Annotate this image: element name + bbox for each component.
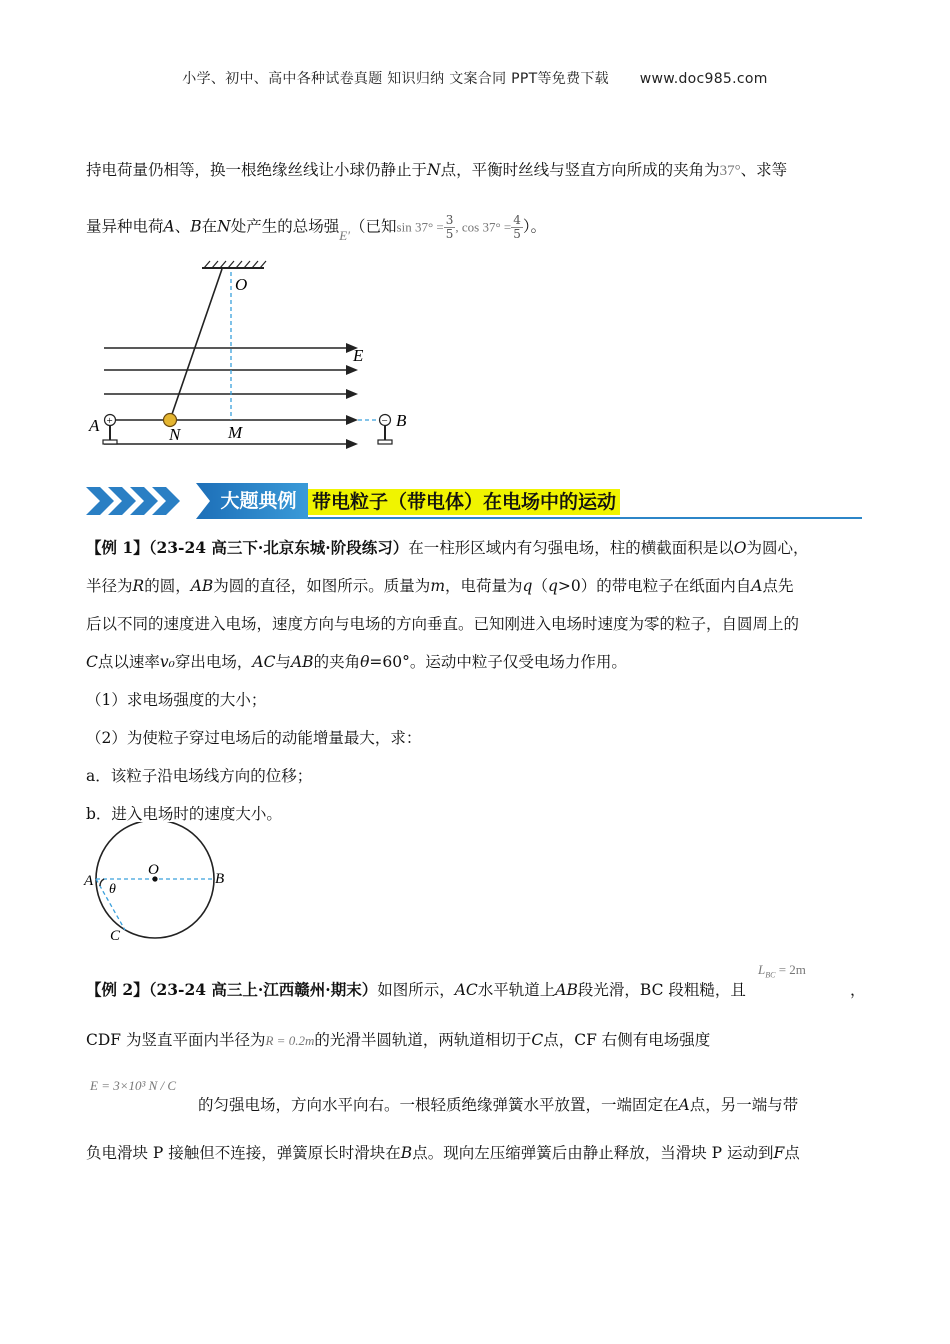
ex2-line-4: 负电滑块 P 接触但不连接，弹簧原长时滑块在B点。现向左压缩弹簧后由静止释放，当滑块 P 运动到F点 [86,1144,800,1162]
formula-E: E = 3×10³ N / C [90,1078,177,1093]
ex1-question-2b: b．进入电场时的速度大小。 [86,805,282,823]
label-A: A [89,416,100,435]
label-C2: C [110,928,121,944]
formula-LBC: $L_{BC} = 2m$ [758,962,806,980]
ex2-line-1-end: ， [850,981,866,999]
figure-circle [80,822,240,946]
label-N: N [169,425,181,444]
label-A2: A [84,873,94,889]
ex1-line-4: C点以速率v₀穿出电场，AC与AB的夹角θ=60°。运动中粒子仅受电场力作用。 [86,653,627,671]
banner-topic: 带电粒子（带电体）在电场中的运动 [308,489,620,515]
frac-3-5: $\frac{3}{5}$ [445,213,454,241]
label-O: O [235,275,248,294]
ex2-line-3: 的匀强电场，方向水平向右。一根轻质绝缘弹簧水平放置，一端固定在A点，另一端与带 [198,1096,799,1114]
page-header [0,68,950,88]
ex2-line-2: CDF 为竖直平面内半径为R = 0.2m的光滑半圆轨道，两轨道相切于C点，CF 右侧有电场强度 [86,1031,711,1049]
intro-line-1: 持电荷量仍相等，换一根绝缘丝线让小球仍静止于N点，平衡时丝线与竖直方向所成的夹角为37°、求等 [86,161,788,179]
ex1-question-2a: a．该粒子沿电场线方向的位移； [86,767,313,785]
header-text: 小学、初中、高中各种试卷真题 知识归纳 文案合同 PPT等免费下载 [182,71,609,87]
svg-text:−: − [381,415,388,427]
frac-4-5: $\frac{4}{5}$ [513,213,521,241]
label-O2: O [148,862,159,878]
ex1-question-2: （2）为使粒子穿过电场后的动能增量最大，求： [86,729,422,747]
figure-pendulum-field [80,258,420,458]
intro-line-2: 量异种电荷A、B在N处产生的总场强$_{E'}$（已知sin 37° = $\frac{3}{5}$ , cos 37° = $\frac{4}{5}$ ）。 [86,213,547,243]
ex1-line-1: 【例 1】（23-24 高三下·北京东城·阶段练习）在一柱形区域内有匀强电场，柱的横截面积是以O为圆心， [86,538,809,557]
banner-underline [308,517,862,519]
section-banner [86,483,862,519]
ex1-line-2: 半径为R的圆，AB为圆的直径，如图所示。质量为m，电荷量为q（q>0）的带电粒子在纸面内自A点先 [86,577,794,595]
string [170,269,222,420]
ex2-line-1: 【例 2】（23-24 高三上·江西赣州·期末）如图所示，AC水平轨道上AB段光滑，BC 段粗糙，且 [86,980,746,999]
label-E: E [353,346,364,365]
header-url[interactable]: www.doc985.com [639,71,768,87]
svg-text:+: + [106,415,113,427]
label-B: B [396,411,407,430]
label-M: M [228,423,243,442]
label-B2: B [215,871,225,887]
ex1-question-1: （1）求电场强度的大小； [86,691,267,709]
label-theta: θ [109,882,116,897]
banner-label: 大题典例 [220,490,297,512]
ex1-line-3: 后以不同的速度进入电场，速度方向与电场的方向垂直。已知刚进入电场时速度为零的粒子，自圆周上的 [86,615,800,633]
